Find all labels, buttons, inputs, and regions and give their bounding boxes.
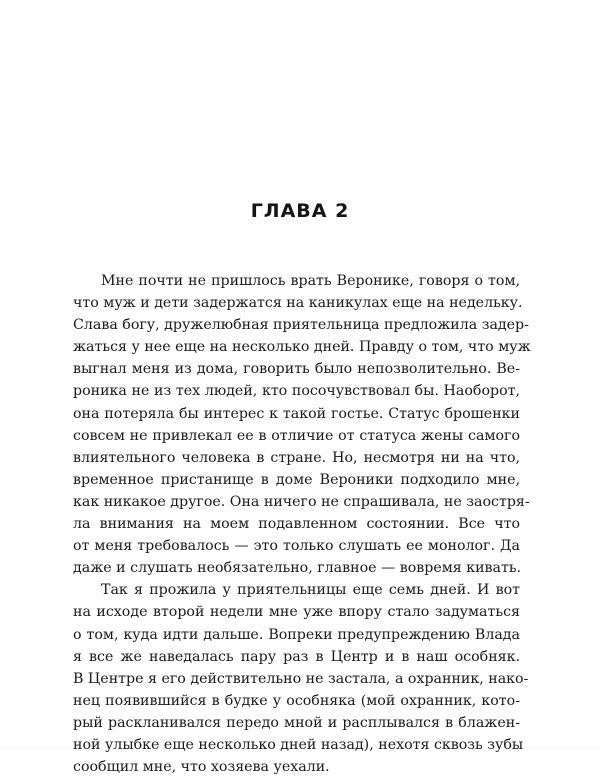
text-line: нец появившийся в будке у особняка (мой охранник, кото-	[73, 692, 520, 709]
text-line: временное пристанище в доме Вероники подходило мне,	[73, 471, 520, 488]
text-line: от меня требовалось — это только слушать ее монолог. Да	[73, 538, 520, 555]
text-line: выгнал меня из дома, говорить было непозволительно. Ве-	[73, 361, 520, 378]
text-line: Слава богу, дружелюбная приятельница предложила задер-	[73, 317, 529, 334]
chapter-title: ГЛАВА 2	[250, 200, 350, 222]
text-line: я все же наведалась пару раз в Центр и в наш особняк.	[73, 648, 520, 665]
text-line: ной улыбке еще несколько дней назад), нехотя сквозь зубы	[73, 736, 524, 753]
text-line: Мне почти не пришлось врать Веронике, говоря о том,	[101, 273, 520, 289]
text-line: что муж и дети задержатся на каникулах еще на недельку.	[73, 295, 523, 312]
text-line: рый раскланивался передо мной и расплывался в блажен-	[73, 714, 520, 731]
text-line: на исходе второй недели мне уже впору стало задуматься	[73, 604, 520, 621]
text-line: как никакое другое. Она ничего не спрашивала, не заостря-	[73, 493, 530, 510]
text-line: она потеряла бы интерес к такой гостье. Статус брошенки	[73, 405, 520, 422]
text-line: влиятельного человека в стране. Но, несмотря ни на что,	[73, 449, 520, 466]
text-line: Так я прожила у приятельницы еще семь дней. И вот	[101, 582, 520, 599]
text-line: В Центре я его действительно не застала, а охранник, нако-	[73, 670, 529, 687]
text-line: роника не из тех людей, кто посочувствовал бы. Наоборот,	[73, 383, 520, 400]
text-line: о том, куда идти дальше. Вопреки предупреждению Влада	[73, 626, 520, 643]
text-line: сообщил мне, что хозяева уехали.	[73, 759, 330, 776]
text-line: жаться у нее еще на несколько дней. Правду о том, что муж	[73, 339, 531, 356]
text-line: ла внимания на моем подавленном состоянии. Все что	[73, 516, 520, 533]
chapter-body	[73, 270, 531, 778]
text-line: даже и слушать необязательно, главное — вовремя кивать.	[73, 560, 522, 577]
text-line: совсем не привлекал ее в отличие от статуса жены самого	[73, 427, 520, 444]
